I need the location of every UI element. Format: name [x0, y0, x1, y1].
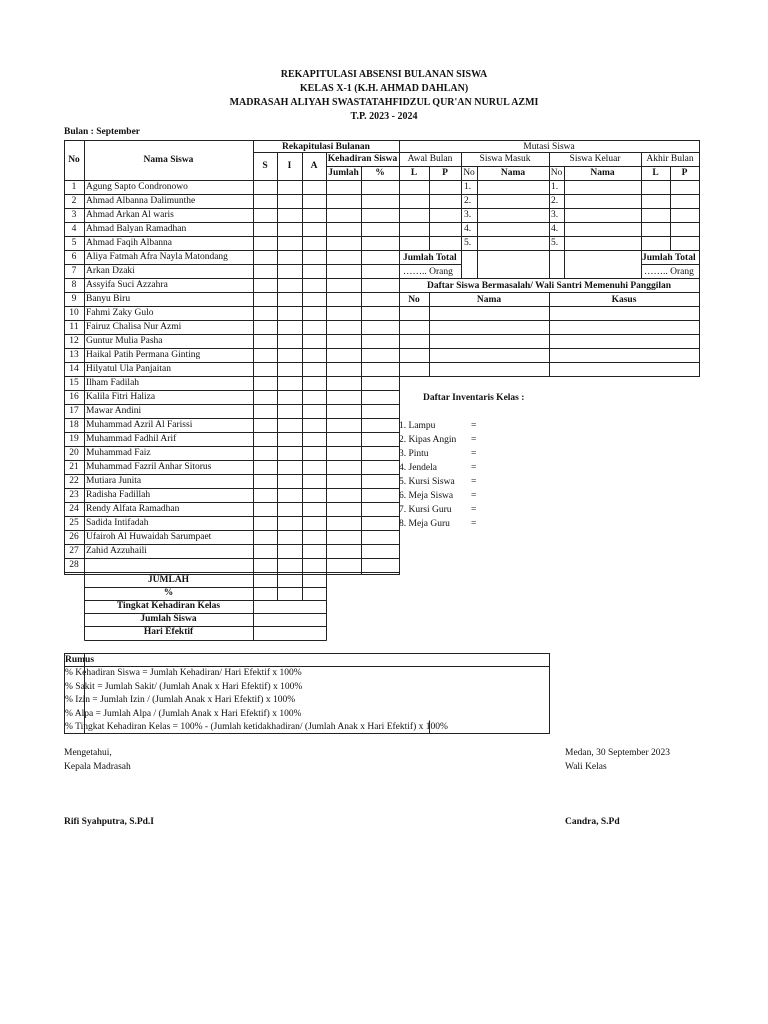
col-a-header: A — [310, 161, 318, 171]
student-name: Aliya Fatmah Afra Nayla Matondang — [86, 252, 228, 262]
keluar-nama-header: Nama — [590, 168, 615, 178]
masuk-row-no: 5. — [464, 238, 472, 248]
keluar-row-no: 1. — [551, 182, 559, 192]
student-no: 4 — [71, 224, 77, 234]
class-title: KELAS X-1 (K.H. AHMAD DAHLAN) — [299, 83, 469, 94]
student-no: 14 — [69, 364, 79, 374]
orang-left: …….. Orang — [403, 267, 453, 277]
year-title: T.P. 2023 - 2024 — [350, 111, 418, 122]
awal-bulan-header: Awal Bulan — [407, 154, 453, 164]
student-no: 28 — [69, 560, 79, 570]
student-no: 27 — [69, 546, 79, 556]
masuk-row-no: 4. — [464, 224, 472, 234]
month-label: Bulan : September — [64, 127, 140, 137]
inventaris-item-eq: = — [471, 421, 477, 431]
student-no: 25 — [69, 518, 79, 528]
mengetahui-label: Mengetahui, — [64, 748, 112, 758]
rekap-header: Rekapitulasi Bulanan — [282, 142, 370, 152]
student-name: Ahmad Balyan Ramadhan — [86, 224, 187, 234]
masuk-row-no: 1. — [464, 182, 472, 192]
student-name: Arkan Dzaki — [86, 266, 135, 276]
inventaris-item-eq: = — [471, 491, 477, 501]
akhir-p-header: P — [681, 168, 688, 178]
student-no: 6 — [71, 252, 77, 262]
keluar-row-no: 3. — [551, 210, 559, 220]
inventaris-item-label: 5. Kursi Siswa — [399, 477, 455, 487]
student-no: 17 — [69, 406, 79, 416]
jumlah-siswa-label: Jumlah Siswa — [140, 614, 197, 624]
student-no: 26 — [69, 532, 79, 542]
bermasalah-nama-header: Nama — [476, 295, 502, 305]
tingkat-label: Tingkat Kehadiran Kelas — [116, 601, 221, 611]
kepala-name: Rifi Syahputra, S.Pd.I — [64, 817, 155, 827]
student-no: 24 — [69, 504, 79, 514]
student-no: 3 — [71, 210, 77, 220]
mutasi-header: Mutasi Siswa — [523, 142, 575, 152]
student-no: 11 — [69, 322, 79, 332]
kehadiran-header: Kehadiran Siswa — [327, 154, 398, 164]
rumus-line: % Izin = Jumlah Izin / (Jumlah Anak x Hari Efektif) x 100% — [65, 695, 296, 705]
student-name: Agung Sapto Condronowo — [86, 182, 188, 192]
student-name: Ahmad Faqih Albanna — [86, 238, 173, 248]
siswa-keluar-header: Siswa Keluar — [569, 154, 621, 164]
inventaris-item-label: 7. Kursi Guru — [399, 505, 452, 515]
student-no: 18 — [69, 420, 79, 430]
rumus-line: % Kehadiran Siswa = Jumlah Kehadiran/ Hari Efektif x 100% — [65, 668, 302, 678]
student-no: 10 — [69, 308, 79, 318]
inventaris-item-label: 6. Meja Siswa — [399, 491, 454, 501]
inventaris-item-eq: = — [471, 435, 477, 445]
school-title: MADRASAH ALIYAH SWASTATAHFIDZUL QUR'AN NURUL AZMI — [229, 97, 539, 108]
student-name: Mawar Andini — [86, 406, 142, 416]
rumus-title: Rumus — [65, 655, 95, 665]
student-name: Mutiara Junita — [86, 476, 142, 486]
student-name: Fairuz Chalisa Nur Azmi — [86, 322, 182, 332]
inventaris-item-eq: = — [471, 519, 477, 529]
inventaris-item-eq: = — [471, 449, 477, 459]
col-name-header: Nama Siswa — [143, 155, 194, 165]
siswa-masuk-header: Siswa Masuk — [479, 154, 531, 164]
inventaris-title: Daftar Inventaris Kelas : — [423, 393, 525, 403]
masuk-no-header: No — [463, 168, 475, 178]
student-no: 12 — [69, 336, 79, 346]
student-name: Zahid Azzuhaili — [86, 546, 147, 556]
student-no: 22 — [69, 476, 79, 486]
masuk-nama-header: Nama — [500, 168, 526, 178]
inventaris-item-label: 4. Jendela — [399, 463, 437, 473]
student-name: Assyifa Suci Azzahra — [86, 280, 168, 290]
hari-efektif-label: Hari Efektif — [143, 627, 194, 637]
student-name: Ahmad Albanna Dalimunthe — [86, 196, 196, 206]
student-name: Radisha Fadillah — [86, 490, 151, 500]
student-name: Muhammad Fadhil Arif — [86, 434, 177, 444]
rumus-line: % Alpa = Jumlah Alpa / (Jumlah Anak x Hari Efektif) x 100% — [65, 708, 302, 719]
bermasalah-title: Daftar Siswa Bermasalah/ Wali Santri Memenuhi Panggilan — [426, 281, 672, 291]
report-title: REKAPITULASI ABSENSI BULANAN SISWA — [280, 69, 488, 80]
masuk-row-no: 2. — [464, 196, 472, 206]
keluar-row-no: 5. — [551, 238, 559, 248]
student-name: Ahmad Arkan Al waris — [86, 210, 174, 220]
student-name: Muhammad Azril Al Farissi — [86, 420, 193, 430]
masuk-row-no: 3. — [464, 210, 472, 220]
student-no: 9 — [71, 294, 77, 304]
kepala-madrasah-label: Kepala Madrasah — [64, 762, 131, 772]
wali-kelas-label: Wali Kelas — [565, 762, 607, 772]
student-no: 20 — [69, 448, 79, 458]
keluar-row-no: 2. — [551, 196, 559, 206]
col-no-header: No — [68, 155, 80, 165]
student-name: Muhammad Faiz — [86, 448, 151, 458]
persen-label: % — [163, 588, 174, 598]
student-name: Banyu Biru — [86, 294, 131, 304]
student-no: 5 — [71, 238, 77, 248]
student-no: 8 — [71, 280, 77, 290]
student-name: Guntur Mulia Pasha — [86, 336, 163, 346]
jumlah-total-left: Jumlah Total — [403, 253, 457, 263]
student-no: 7 — [71, 266, 77, 276]
student-name: Sadida Intifadah — [86, 518, 149, 528]
student-no: 15 — [69, 378, 79, 388]
student-no: 19 — [69, 434, 79, 444]
bermasalah-kasus-header: Kasus — [611, 295, 637, 305]
awal-p-header: P — [442, 168, 448, 178]
keluar-row-no: 4. — [551, 224, 559, 234]
akhir-bulan-header: Akhir Bulan — [646, 154, 694, 164]
rumus-line: % Tingkat Kehadiran Kelas = 100% - (Jumlah ketidakhadiran/ (Jumlah Anak x Hari Efektif) x 100% — [65, 722, 448, 732]
inventaris-item-label: 8. Meja Guru — [399, 519, 450, 529]
awal-l-header: L — [410, 168, 418, 178]
inventaris-item-label: 1. Lampu — [399, 421, 436, 431]
student-name: Hilyatul Ula Panjaitan — [86, 364, 171, 374]
student-no: 2 — [71, 196, 77, 206]
col-i-header: I — [287, 161, 292, 171]
jumlah-total-right: Jumlah Total — [642, 253, 696, 263]
student-name: Fahmi Zaky Gulo — [86, 308, 154, 318]
inventaris-item-eq: = — [471, 463, 477, 473]
student-name: Kalila Fitri Haliza — [86, 392, 156, 402]
col-s-header: S — [262, 161, 268, 171]
jumlah-label: JUMLAH — [147, 575, 190, 585]
inventaris-item-label: 2. Kipas Angin — [399, 435, 457, 445]
inventaris-item-eq: = — [471, 477, 477, 487]
col-jumlah-header: Jumlah — [328, 168, 359, 178]
keluar-no-header: No — [550, 168, 563, 178]
student-name: Ufairoh Al Huwaidah Sarumpaet — [86, 532, 212, 542]
student-name: Haikal Patih Permana Ginting — [86, 350, 201, 360]
student-no: 13 — [69, 350, 79, 360]
student-no: 1 — [71, 182, 77, 192]
orang-right: …….. Orang — [644, 267, 694, 277]
rumus-line: % Sakit = Jumlah Sakit/ (Jumlah Anak x Hari Efektif) x 100% — [65, 681, 303, 692]
wali-kelas-name: Candra, S.Pd — [565, 817, 620, 827]
student-name: Muhammad Fazril Anhar Sitorus — [86, 462, 212, 472]
inventaris-item-label: 3. Pintu — [399, 449, 429, 459]
student-name: Rendy Alfata Ramadhan — [86, 504, 180, 514]
akhir-l-header: L — [652, 168, 659, 178]
inventaris-item-eq: = — [471, 505, 477, 515]
bermasalah-no-header: No — [408, 295, 420, 305]
student-no: 23 — [69, 490, 79, 500]
student-name: Ilham Fadilah — [86, 378, 140, 388]
date-place-label: Medan, 30 September 2023 — [565, 748, 671, 758]
student-no: 21 — [69, 462, 79, 472]
col-persen-header: % — [375, 168, 385, 178]
student-no: 16 — [69, 392, 79, 402]
